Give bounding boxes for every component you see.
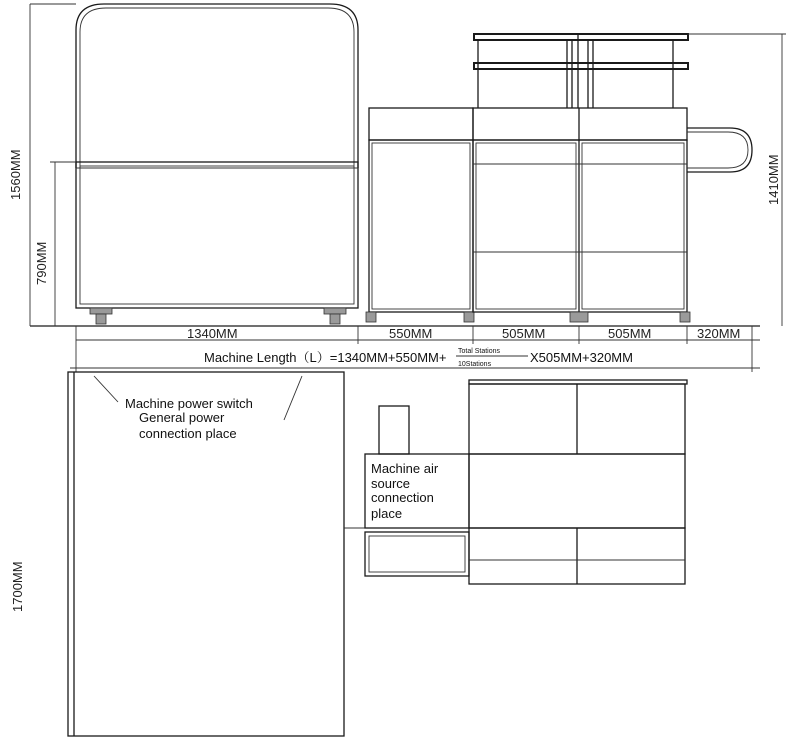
formula-prefix: Machine Length（L）=1340MM+550MM+ (204, 350, 447, 365)
dim-1340: 1340MM (187, 326, 238, 341)
formula-suffix: X505MM+320MM (530, 350, 633, 365)
tower-top-shelf (474, 34, 688, 40)
cabinet-550-top (369, 108, 473, 140)
tower-top-band (473, 108, 687, 140)
conveyor-end (687, 128, 752, 172)
elevation-view (30, 4, 760, 326)
dim-505-b: 505MM (608, 326, 652, 341)
air-source-column (379, 406, 409, 454)
label-air-4: place (371, 506, 403, 521)
dim-1410: 1410MM (766, 154, 781, 205)
cabinet-550 (369, 140, 473, 312)
label-connection-place: connection place (139, 426, 237, 441)
lower-box (365, 532, 469, 576)
tower-mid-shelf (474, 63, 688, 69)
dim-320: 320MM (697, 326, 741, 341)
station-middle (469, 454, 685, 528)
dim-550: 550MM (389, 326, 433, 341)
label-power-switch: Machine power switch (125, 396, 253, 411)
label-air-1: Machine air (371, 461, 439, 476)
formula-denominator: 10Stations (458, 361, 492, 368)
main-base (76, 162, 358, 308)
label-air-2: source (371, 476, 411, 491)
dim-1560: 1560MM (8, 149, 23, 200)
label-general-power: General power (139, 410, 225, 425)
dim-790: 790MM (34, 241, 49, 285)
label-air-3: connection (371, 490, 434, 505)
dim-505-a: 505MM (502, 326, 546, 341)
tower-cabinets (473, 140, 687, 312)
main-hood (76, 4, 358, 168)
dim-1700: 1700MM (10, 561, 25, 612)
formula-numerator: Total Stations (458, 348, 501, 355)
